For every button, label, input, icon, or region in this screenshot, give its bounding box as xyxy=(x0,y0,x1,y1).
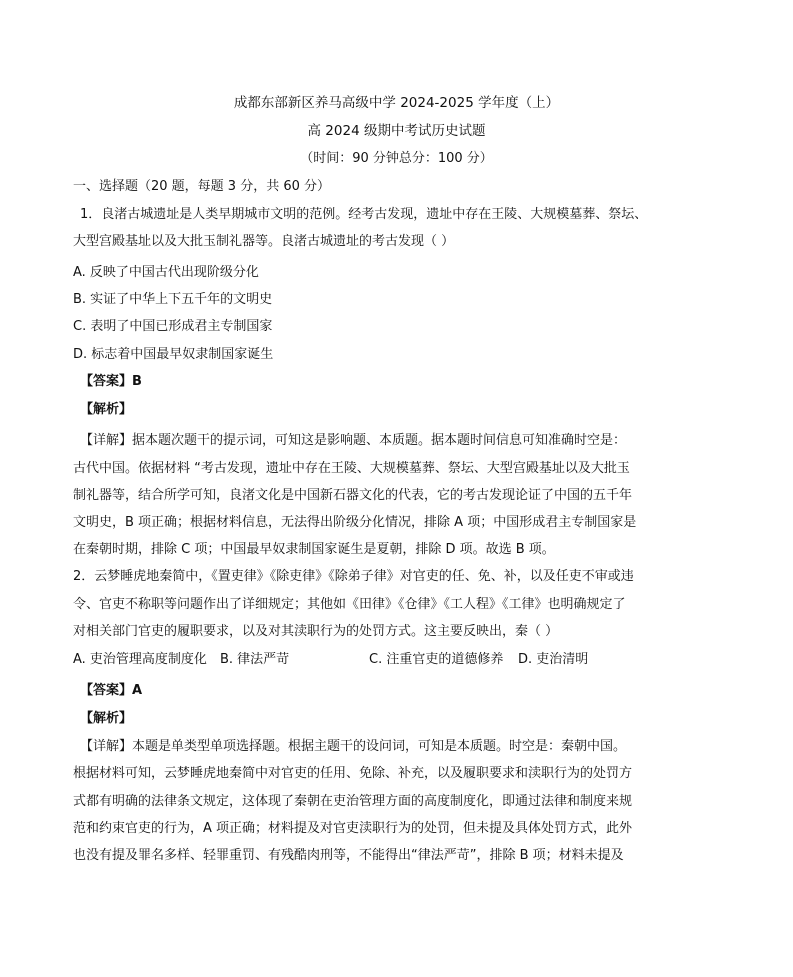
q1-detail-line-3: 制礼器等，结合所学可知，良渚文化是中国新石器文化的代表，它的考古发现论证了中国的五千年 xyxy=(73,488,633,503)
q2-analysis-label: 【解析】 xyxy=(80,711,133,726)
q1-option-c: C. 表明了中国已形成君主专制国家 xyxy=(73,319,273,334)
section-heading: 一、选择题（20 题，每题 3 分，共 60 分） xyxy=(73,179,331,194)
q1-option-d: D. 标志着中国最早奴隶制国家诞生 xyxy=(73,347,274,362)
q1-analysis-label: 【解析】 xyxy=(80,402,133,417)
q2-detail-line-5: 也没有提及罪名多样、轻罪重罚、有残酷肉刑等，不能得出“律法严苛”，排除 B 项；材料未提及 xyxy=(73,848,624,863)
q2-answer: 【答案】A xyxy=(80,683,143,698)
exam-time-score: （时间：90 分钟总分：100 分） xyxy=(300,151,493,166)
q2-detail-line-2: 根据材料可知，云梦睡虎地秦简中对官吏的任用、免除、补充，以及履职要求和渎职行为的处罚方 xyxy=(73,766,633,781)
exam-title: 高 2024 级期中考试历史试题 xyxy=(307,123,486,139)
q1-detail-line-2: 古代中国。依据材料 “考古发现，遗址中存在王陵、大规模墓葬、祭坛、大型宫殿基址以及大批玉 xyxy=(73,461,630,476)
q2-detail-line-3: 式都有明确的法律条文规定，这体现了秦朝在吏治管理方面的高度制度化，即通过法律和制度来规 xyxy=(73,794,633,809)
q1-detail-line-1: 【详解】据本题次题干的提示词，可知这是影响题、本质题。据本题时间信息可知准确时空是： xyxy=(80,433,627,448)
q2-stem-line-2: 令、官吏不称职等问题作出了详细规定；其他如《田律》《仓律》《工人程》《工律》也明确规定了 xyxy=(73,597,626,612)
q2-detail-line-1: 【详解】本题是单类型单项选择题。根据主题干的设问词，可知是本质题。时空是：秦朝中国。 xyxy=(80,739,627,754)
q2-stem-line-3: 对相关部门官吏的履职要求，以及对其渎职行为的处罚方式。这主要反映出，秦（ ） xyxy=(73,624,559,639)
q1-option-b: B. 实证了中华上下五千年的文明史 xyxy=(73,292,273,307)
q1-option-a: A. 反映了中国古代出现阶级分化 xyxy=(73,265,259,280)
q1-detail-line-5: 在秦朝时期，排除 C 项；中国最早奴隶制国家诞生是夏朝，排除 D 项。故选 B 项。 xyxy=(73,542,555,557)
q2-option-a: A. 吏治管理高度制度化 xyxy=(73,652,207,667)
q1-stem-line-1: 1．良渚古城遗址是人类早期城市文明的范例。经考古发现，遗址中存在王陵、大规模墓葬、祭坛、 xyxy=(80,207,648,222)
q1-answer: 【答案】B xyxy=(80,374,142,389)
q2-detail-line-4: 范和约束官吏的行为，A 项正确；材料提及对官吏渎职行为的处罚，但未提及具体处罚方式，此外 xyxy=(73,821,633,836)
school-title: 成都东部新区养马高级中学 2024-2025 学年度（上） xyxy=(233,95,560,111)
q2-option-b: B. 律法严苛 xyxy=(220,652,290,667)
q2-option-c: C. 注重官吏的道德修养 xyxy=(369,652,504,667)
q2-option-d: D. 吏治清明 xyxy=(518,652,589,667)
q2-stem-line-1: 2．云梦睡虎地秦简中，《置吏律》《除吏律》《除弟子律》对官吏的任、免、补，以及任吏不审或违 xyxy=(73,569,634,584)
q1-detail-line-4: 文明史，B 项正确；根据材料信息，无法得出阶级分化情况，排除 A 项；中国形成君主专制国家是 xyxy=(73,515,637,530)
q1-stem-line-2: 大型宫殿基址以及大批玉制礼器等。良渚古城遗址的考古发现（ ） xyxy=(73,234,455,249)
q2-options-row xyxy=(73,651,713,669)
